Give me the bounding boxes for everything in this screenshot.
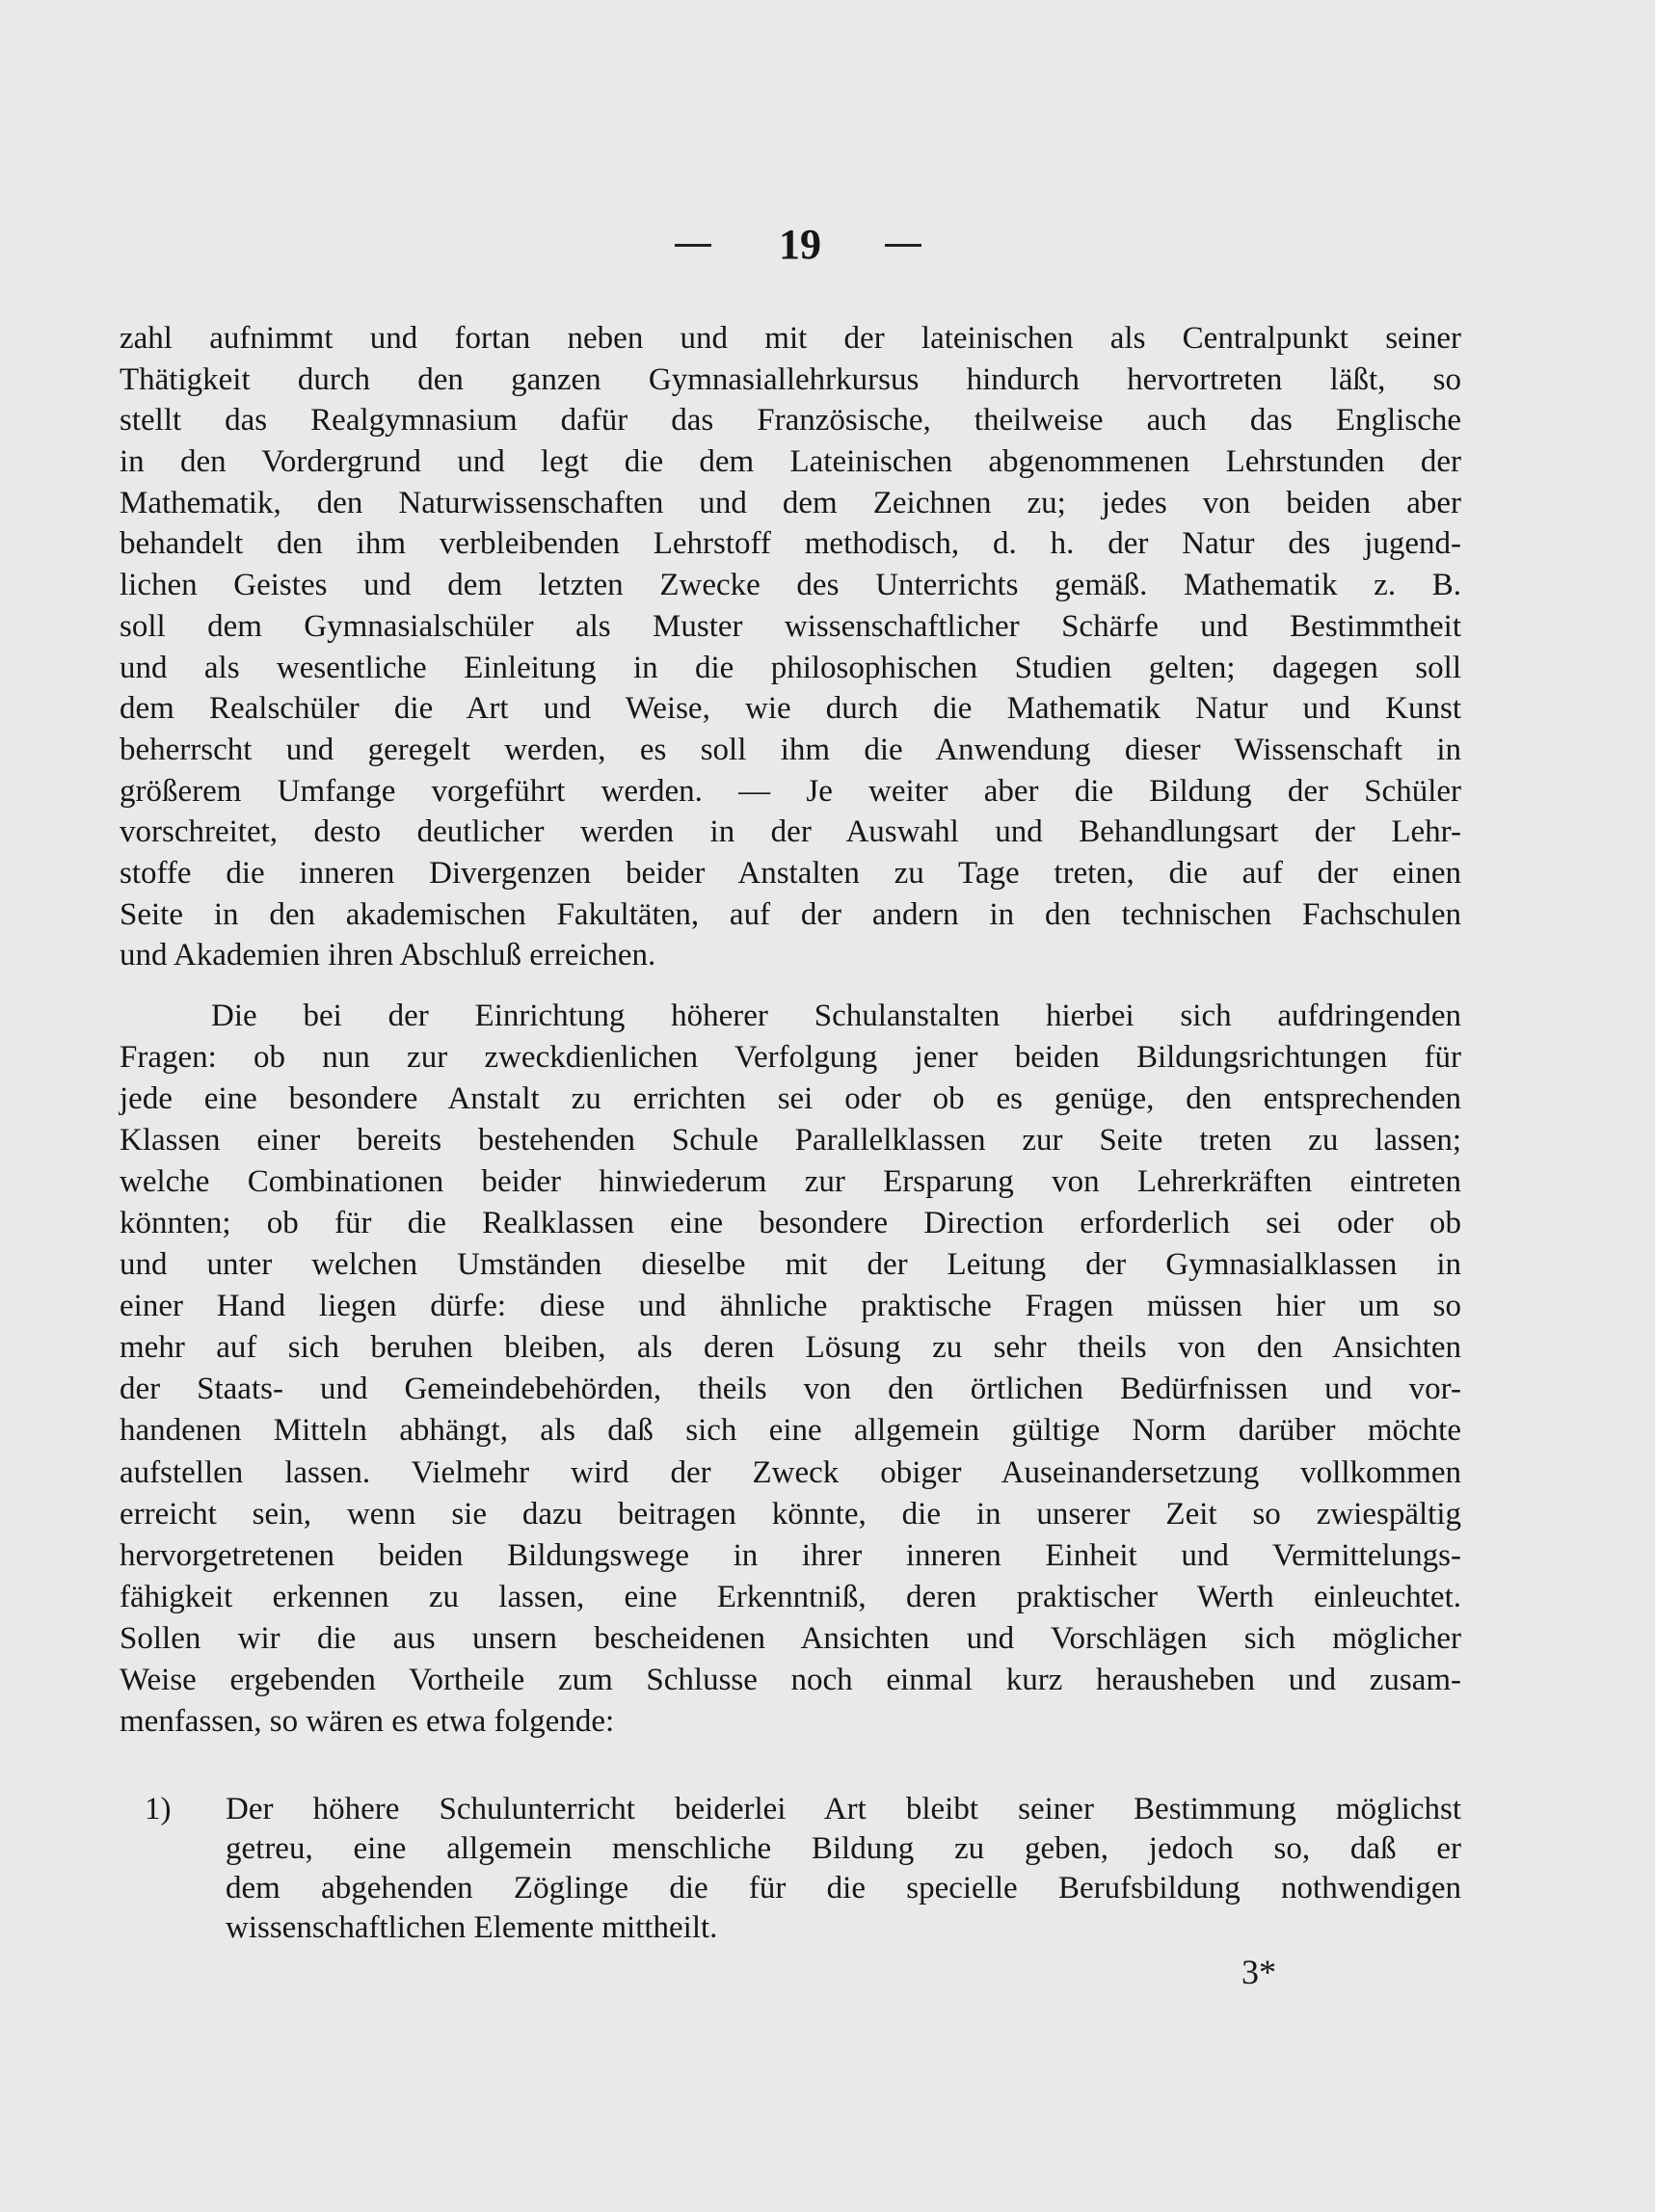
paragraph-1 bbox=[120, 318, 1461, 976]
paragraph-2 bbox=[120, 996, 1461, 1743]
text-line: und Akademien ihren Abschluß erreichen. bbox=[120, 938, 656, 973]
text-line: und als wesentliche Einleitung in die philosophischen Studien gelten; dagegen soll bbox=[120, 650, 1461, 685]
text-line: Der höhere Schulunterricht beiderlei Art bleibt seiner Bestimmung möglichst bbox=[226, 1792, 1461, 1826]
text-line: jede eine besondere Anstalt zu errichten sei oder ob es genüge, den entsprechenden bbox=[120, 1081, 1461, 1117]
text-line: erreicht sein, wenn sie dazu beitragen könnte, die in unserer Zeit so zwiespältig bbox=[120, 1496, 1461, 1532]
text-line: welche Combinationen beider hinwiederum zur Ersparung von Lehrerkräften eintreten bbox=[120, 1164, 1461, 1200]
text-line: fähigkeit erkennen zu lassen, eine Erkenntniß, deren praktischer Werth einleuchtet. bbox=[120, 1579, 1461, 1614]
text-line: zahl aufnimmt und fortan neben und mit der lateinischen als Centralpunkt seiner bbox=[120, 321, 1461, 356]
text-line: der Staats- und Gemeindebehörden, theils von den örtlichen Bedürfnissen und vor- bbox=[120, 1372, 1461, 1407]
signature-mark: 3* bbox=[1241, 1953, 1276, 1991]
text-line: menfassen, so wären es etwa folgende: bbox=[120, 1703, 615, 1739]
text-line: größerem Umfange vorgeführt werden. — Je weiter aber die Bildung der Schüler bbox=[120, 773, 1461, 809]
text-line: hervorgetretenen beiden Bildungswege in ihrer inneren Einheit und Vermittelungs- bbox=[120, 1537, 1461, 1573]
list-item-body bbox=[226, 1790, 1461, 1948]
text-line: Thätigkeit durch den ganzen Gymnasiallehrkursus hindurch hervortreten läßt, so bbox=[120, 361, 1461, 397]
header-dash-right bbox=[885, 244, 921, 247]
text-line: Weise ergebenden Vortheile zum Schlusse noch einmal kurz herausheben und zusam- bbox=[120, 1662, 1461, 1697]
text-line: soll dem Gymnasialschüler als Muster wissenschaftlicher Schärfe und Bestimmtheit bbox=[120, 608, 1461, 644]
text-line: Mathematik, den Naturwissenschaften und dem Zeichnen zu; jedes von beiden aber bbox=[120, 485, 1461, 520]
text-line: könnten; ob für die Realklassen eine besondere Direction erforderlich sei oder ob bbox=[120, 1206, 1461, 1241]
text-line: aufstellen lassen. Vielmehr wird der Zweck obiger Auseinandersetzung vollkommen bbox=[120, 1454, 1461, 1490]
text-line: handenen Mitteln abhängt, als daß sich eine allgemein gültige Norm darüber möchte bbox=[120, 1413, 1461, 1449]
page-header bbox=[0, 220, 1655, 274]
text-line: Seite in den akademischen Fakultäten, auf der andern in den technischen Fachschulen bbox=[120, 896, 1461, 932]
text-line: dem Realschüler die Art und Weise, wie durch die Mathematik Natur und Kunst bbox=[120, 691, 1461, 727]
text-line: Fragen: ob nun zur zweckdienlichen Verfolgung jener beiden Bildungsrichtungen für bbox=[120, 1040, 1461, 1076]
text-line: Die bei der Einrichtung höherer Schulanstalten hierbei sich aufdringenden bbox=[211, 999, 1461, 1033]
text-line: einer Hand liegen dürfe: diese und ähnliche praktische Fragen müssen hier um so bbox=[120, 1289, 1461, 1324]
text-line: stellt das Realgymnasium dafür das Französische, theilweise auch das Englische bbox=[120, 403, 1461, 439]
text-line: stoffe die inneren Divergenzen beider Anstalten zu Tage treten, die auf der einen bbox=[120, 855, 1461, 891]
page-number: 19 bbox=[779, 221, 821, 268]
header-dash-left bbox=[675, 244, 711, 247]
text-line: lichen Geistes und dem letzten Zwecke des Unterrichts gemäß. Mathematik z. B. bbox=[120, 568, 1461, 603]
text-line: wissenschaftlichen Elemente mittheilt. bbox=[226, 1910, 718, 1945]
text-line: dem abgehenden Zöglinge die für die specielle Berufsbildung nothwendigen bbox=[226, 1871, 1461, 1906]
text-line: in den Vordergrund und legt die dem Lateinischen abgenommenen Lehrstunden der bbox=[120, 444, 1461, 480]
text-line: und unter welchen Umständen dieselbe mit der Leitung der Gymnasialklassen in bbox=[120, 1247, 1461, 1283]
text-line: vorschreitet, desto deutlicher werden in der Auswahl und Behandlungsart der Lehr- bbox=[120, 814, 1461, 850]
text-line: Klassen einer bereits bestehenden Schule Parallelklassen zur Seite treten zu lassen; bbox=[120, 1123, 1461, 1159]
text-line: beherrscht und geregelt werden, es soll ihm die Anwendung dieser Wissenschaft in bbox=[120, 732, 1461, 767]
text-line: mehr auf sich beruhen bleiben, als deren Lösung zu sehr theils von den Ansichten bbox=[120, 1330, 1461, 1366]
list-item-number: 1) bbox=[145, 1792, 172, 1826]
text-line: getreu, eine allgemein menschliche Bildung zu geben, jedoch so, daß er bbox=[226, 1831, 1461, 1866]
text-line: behandelt den ihm verbleibenden Lehrstoff methodisch, d. h. der Natur des jugend- bbox=[120, 526, 1461, 562]
text-line: Sollen wir die aus unsern bescheidenen Ansichten und Vorschlägen sich möglicher bbox=[120, 1620, 1461, 1656]
